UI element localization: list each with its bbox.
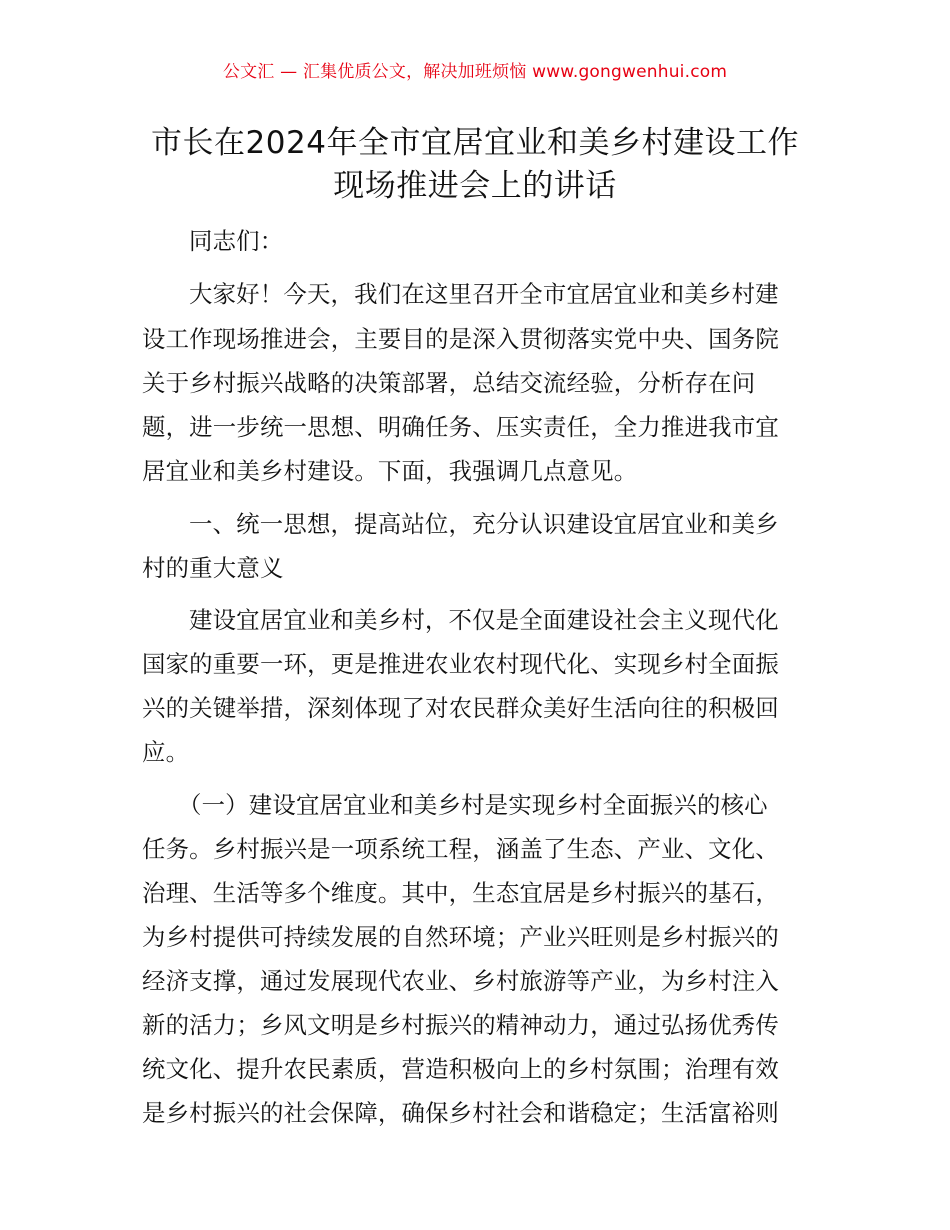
paragraph-line: 是乡村振兴的社会保障，确保乡村社会和谐稳定；生活富裕则: [142, 1099, 779, 1127]
paragraph-line: 兴的关键举措，深刻体现了对农民群众美好生活向往的积极回: [142, 694, 779, 722]
paragraph-line: 建设宜居宜业和美乡村，不仅是全面建设社会主义现代化: [189, 606, 779, 634]
paragraph-line: 统文化、提升农民素质，营造积极向上的乡村氛围；治理有效: [142, 1055, 779, 1083]
paragraph-line: 任务。乡村振兴是一项系统工程，涵盖了生态、产业、文化、: [142, 835, 779, 863]
watermark-header: 公文汇 — 汇集优质公文，解决加班烦恼 www.gongwenhui.com: [222, 62, 728, 82]
paragraph-line: 关于乡村振兴战略的决策部署，总结交流经验，分析存在问: [142, 369, 756, 397]
paragraph-line: 大家好！今天，我们在这里召开全市宜居宜业和美乡村建: [189, 280, 779, 308]
paragraph-line: 应。: [142, 738, 190, 766]
paragraph-line: 国家的重要一环，更是推进农业农村现代化、实现乡村全面振: [142, 650, 779, 678]
paragraph-line: 设工作现场推进会，主要目的是深入贯彻落实党中央、国务院: [142, 325, 779, 353]
paragraph-line: 治理、生活等多个维度。其中，生态宜居是乡村振兴的基石，: [142, 879, 779, 907]
heading-line: 村的重大意义: [142, 554, 284, 582]
heading-line: 一、统一思想，提高站位，充分认识建设宜居宜业和美乡: [189, 510, 779, 538]
paragraph-line: 经济支撑，通过发展现代农业、乡村旅游等产业，为乡村注入: [142, 967, 779, 995]
title-line-1: 市长在2024年全市宜居宜业和美乡村建设工作: [151, 125, 799, 161]
paragraph-line: 为乡村提供可持续发展的自然环境；产业兴旺则是乡村振兴的: [142, 923, 779, 951]
paragraph-line: （一）建设宜居宜业和美乡村是实现乡村全面振兴的核心: [178, 791, 768, 819]
paragraph-line: 题，进一步统一思想、明确任务、压实责任，全力推进我市宜: [142, 413, 779, 441]
paragraph-line: 新的活力；乡风文明是乡村振兴的精神动力，通过弘扬优秀传: [142, 1011, 779, 1039]
title-line-2: 现场推进会上的讲话: [333, 168, 617, 204]
salutation: 同志们：: [189, 227, 284, 255]
paragraph-line: 居宜业和美乡村建设。下面，我强调几点意见。: [142, 457, 638, 485]
